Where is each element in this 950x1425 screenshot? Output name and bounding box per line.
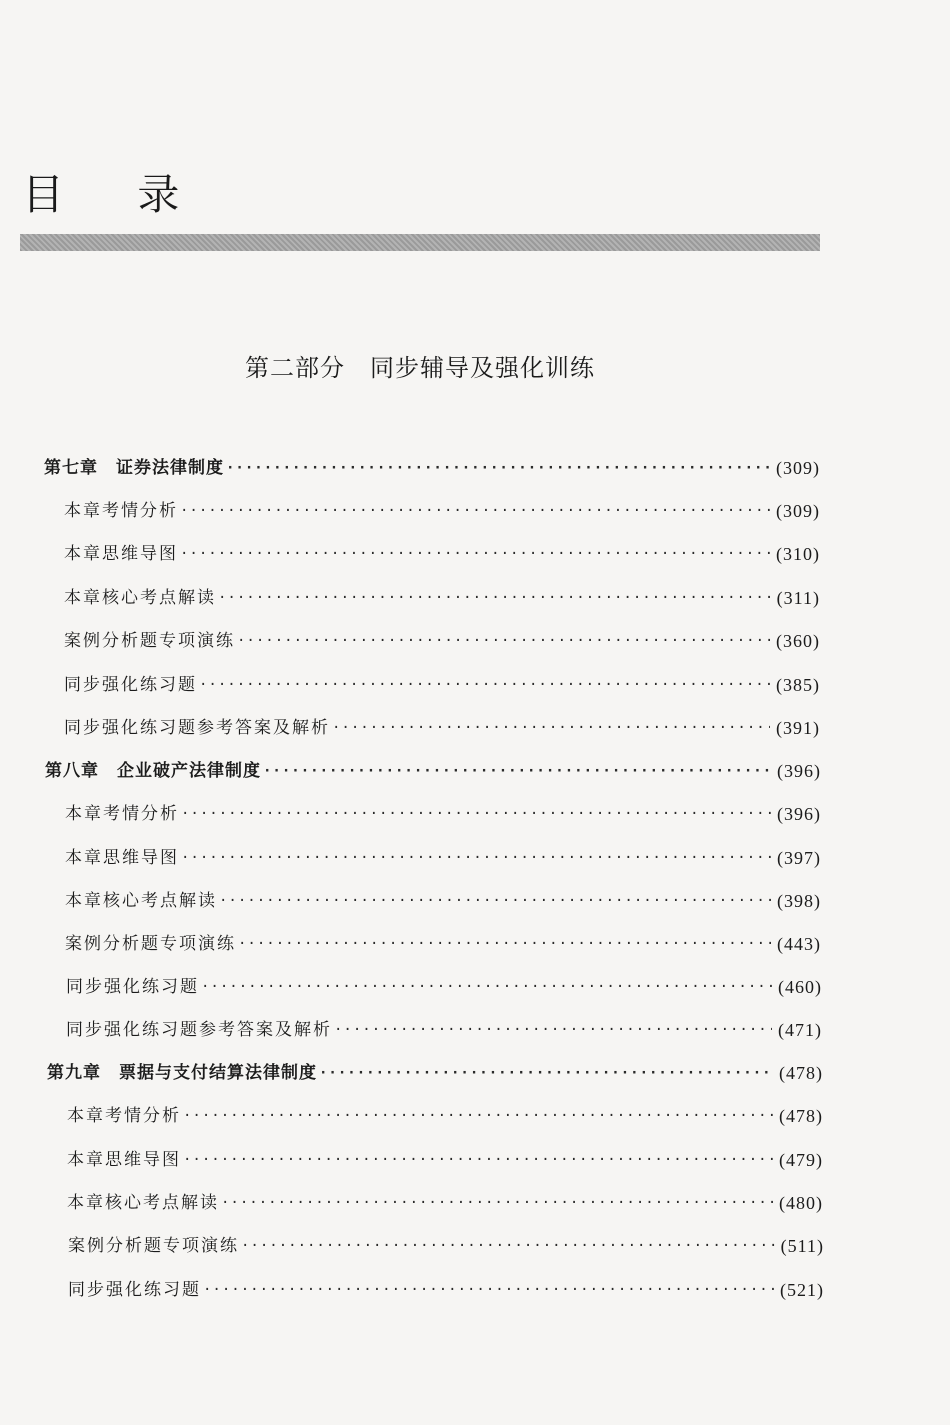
toc-page-number: (471): [778, 1020, 822, 1040]
toc-section-entry[interactable]: [65, 838, 821, 878]
part-heading: 第二部分 同步辅导及强化训练: [245, 354, 595, 382]
toc-dot-leader: [221, 1183, 773, 1223]
toc-entry-title: 第九章 票据与支付结算法律制度: [47, 1063, 317, 1083]
toc-page-number: (511): [780, 1236, 824, 1256]
toc-entry-title: 案例分析题专项演练: [64, 631, 235, 651]
toc-dot-leader: [319, 1053, 773, 1093]
toc-section-entry[interactable]: [67, 1183, 823, 1223]
toc-section-entry[interactable]: [68, 1226, 824, 1266]
toc-page-number: (309): [776, 501, 820, 521]
toc-dot-leader: [332, 708, 770, 748]
toc-page-number: (310): [776, 544, 820, 564]
toc-dot-leader: [183, 1140, 773, 1180]
toc-dot-leader: [238, 924, 771, 964]
toc-chapter-entry[interactable]: [45, 751, 821, 791]
toc-section-entry[interactable]: [64, 665, 820, 705]
toc-entry-title: 同步强化练习题: [66, 977, 199, 997]
toc-section-entry[interactable]: [64, 621, 820, 661]
toc-entry-title: 第七章 证券法律制度: [44, 458, 224, 478]
toc-entry-title: 同步强化练习题: [64, 675, 197, 695]
toc-chapter-entry[interactable]: [47, 1053, 823, 1093]
toc-dot-leader: [180, 534, 770, 574]
toc-dot-leader: [181, 794, 771, 834]
toc-section-entry[interactable]: [65, 794, 821, 834]
toc-dot-leader: [199, 665, 770, 705]
toc-section-entry[interactable]: [67, 1140, 823, 1180]
toc-entry-title: 同步强化练习题参考答案及解析: [66, 1020, 332, 1040]
toc-entry-title: 第八章 企业破产法律制度: [45, 761, 261, 781]
toc-dot-leader: [237, 621, 770, 661]
toc-dot-leader: [263, 751, 771, 791]
toc-section-entry[interactable]: [64, 708, 820, 748]
toc-section-entry[interactable]: [67, 1096, 823, 1136]
toc-entry-title: 本章核心考点解读: [64, 588, 216, 608]
toc-section-entry[interactable]: [64, 534, 820, 574]
toc-page-number: (396): [777, 761, 821, 781]
toc-dot-leader: [183, 1096, 773, 1136]
toc-dot-leader: [226, 448, 770, 488]
toc-page-number: (391): [776, 718, 820, 738]
toc-page-number: (398): [777, 891, 821, 911]
toc-chapter-entry[interactable]: [44, 448, 820, 488]
toc-entry-title: 案例分析题专项演练: [68, 1236, 239, 1256]
toc-section-entry[interactable]: [68, 1270, 824, 1310]
toc-entry-title: 同步强化练习题参考答案及解析: [64, 718, 330, 738]
toc-page-number: (479): [779, 1150, 823, 1170]
toc-page-number: (443): [777, 934, 821, 954]
toc-dot-leader: [218, 578, 771, 618]
toc-dot-leader: [334, 1010, 772, 1050]
toc-dot-leader: [180, 491, 770, 531]
toc-section-entry[interactable]: [66, 1010, 822, 1050]
toc-page-number: (478): [779, 1063, 823, 1083]
toc-page-number: (360): [776, 631, 820, 651]
toc-page-number: (397): [777, 848, 821, 868]
toc-dot-leader: [219, 881, 771, 921]
toc-page-number: (521): [780, 1280, 824, 1300]
toc-section-entry[interactable]: [65, 881, 821, 921]
toc-entry-title: 本章思维导图: [64, 544, 178, 564]
toc-dot-leader: [181, 838, 771, 878]
toc-entry-title: 本章核心考点解读: [67, 1193, 219, 1213]
toc-dot-leader: [203, 1270, 774, 1310]
toc-page-number: (396): [777, 804, 821, 824]
toc-section-entry[interactable]: [64, 578, 820, 618]
title-divider-bar: [20, 234, 820, 251]
toc-entry-title: 本章考情分析: [64, 501, 178, 521]
toc-entry-title: 本章思维导图: [67, 1150, 181, 1170]
toc-section-entry[interactable]: [64, 491, 820, 531]
toc-entry-title: 案例分析题专项演练: [65, 934, 236, 954]
toc-page-number: (309): [776, 458, 820, 478]
toc-entry-title: 同步强化练习题: [68, 1280, 201, 1300]
toc-entry-title: 本章考情分析: [65, 804, 179, 824]
toc-entry-title: 本章考情分析: [67, 1106, 181, 1126]
toc-section-entry[interactable]: [65, 924, 821, 964]
toc-page-number: (385): [776, 675, 820, 695]
toc-page-number: (311): [776, 588, 820, 608]
toc-entry-title: 本章思维导图: [65, 848, 179, 868]
page-title: 目 录: [22, 170, 210, 219]
toc-page-number: (478): [779, 1106, 823, 1126]
toc-entry-title: 本章核心考点解读: [65, 891, 217, 911]
toc-dot-leader: [241, 1226, 775, 1266]
toc-dot-leader: [201, 967, 772, 1007]
toc-page-number: (480): [779, 1193, 823, 1213]
toc-section-entry[interactable]: [66, 967, 822, 1007]
toc-page-number: (460): [778, 977, 822, 997]
